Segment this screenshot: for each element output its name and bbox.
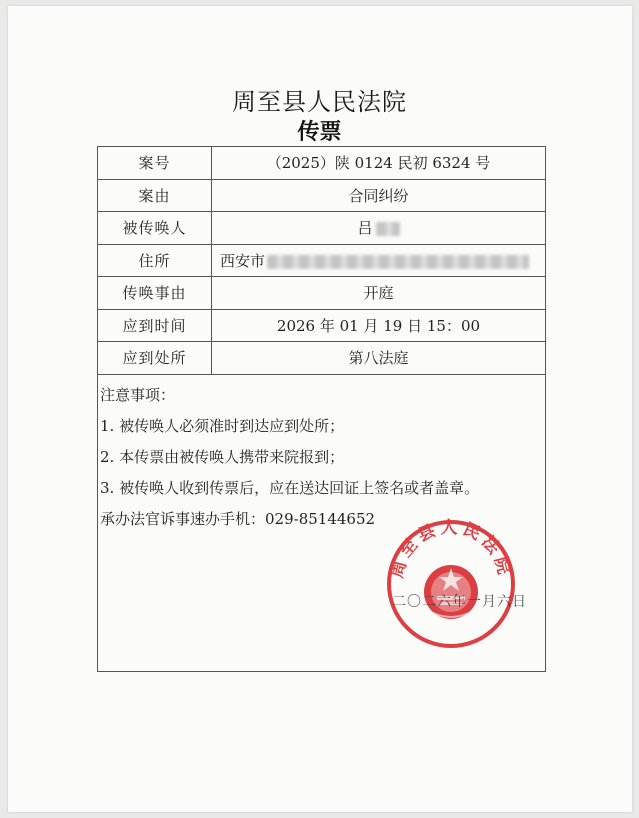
redaction-mark	[267, 255, 529, 269]
summons-reason-value: 开庭	[212, 277, 546, 310]
case-number-label: 案号	[98, 147, 212, 180]
table-row	[98, 309, 546, 342]
summoned-person-value: 吕	[357, 219, 373, 238]
address-label: 住所	[98, 244, 212, 277]
appearance-place-label: 应到处所	[98, 342, 212, 375]
court-name: 周至县人民法院	[232, 88, 407, 116]
note-item: 3. 被传唤人收到传票后，应在送达回证上签名或者盖章。	[100, 479, 480, 497]
table-row	[98, 244, 546, 277]
address-value: 西安市	[220, 251, 266, 270]
summons-info-table	[97, 146, 546, 375]
court-seal-icon	[385, 518, 517, 650]
table-row	[98, 147, 546, 180]
svg-text:周至县人民法院: 周至县人民法院	[387, 518, 515, 581]
redaction-mark	[376, 222, 400, 236]
table-row	[98, 342, 546, 375]
table-row	[98, 179, 546, 212]
note-item: 1. 被传唤人必须准时到达应到处所；	[100, 417, 345, 435]
appearance-time-label: 应到时间	[98, 309, 212, 342]
summons-reason-label: 传唤事由	[98, 277, 212, 310]
appearance-place-value: 第八法庭	[212, 342, 546, 375]
judge-contact: 承办法官诉事速办手机：029-85144652	[100, 510, 376, 528]
table-row	[98, 212, 546, 245]
address-cell	[212, 244, 546, 277]
note-item: 2. 本传票由被传唤人携带来院报到；	[100, 448, 345, 466]
notes-section	[100, 380, 540, 535]
summoned-person-cell	[212, 212, 546, 245]
signing-date: 二〇二六年一月六日	[392, 594, 527, 610]
table-row	[98, 277, 546, 310]
notes-heading: 注意事项：	[100, 386, 176, 404]
appearance-time-value: 2026 年 01 月 19 日 15：00	[212, 309, 546, 342]
summoned-person-label: 被传唤人	[98, 212, 212, 245]
case-cause-value: 合同纠纷	[212, 179, 546, 212]
case-number-value: （2025）陕 0124 民初 6324 号	[212, 147, 546, 180]
document-title: 传票	[297, 120, 342, 145]
case-cause-label: 案由	[98, 179, 212, 212]
